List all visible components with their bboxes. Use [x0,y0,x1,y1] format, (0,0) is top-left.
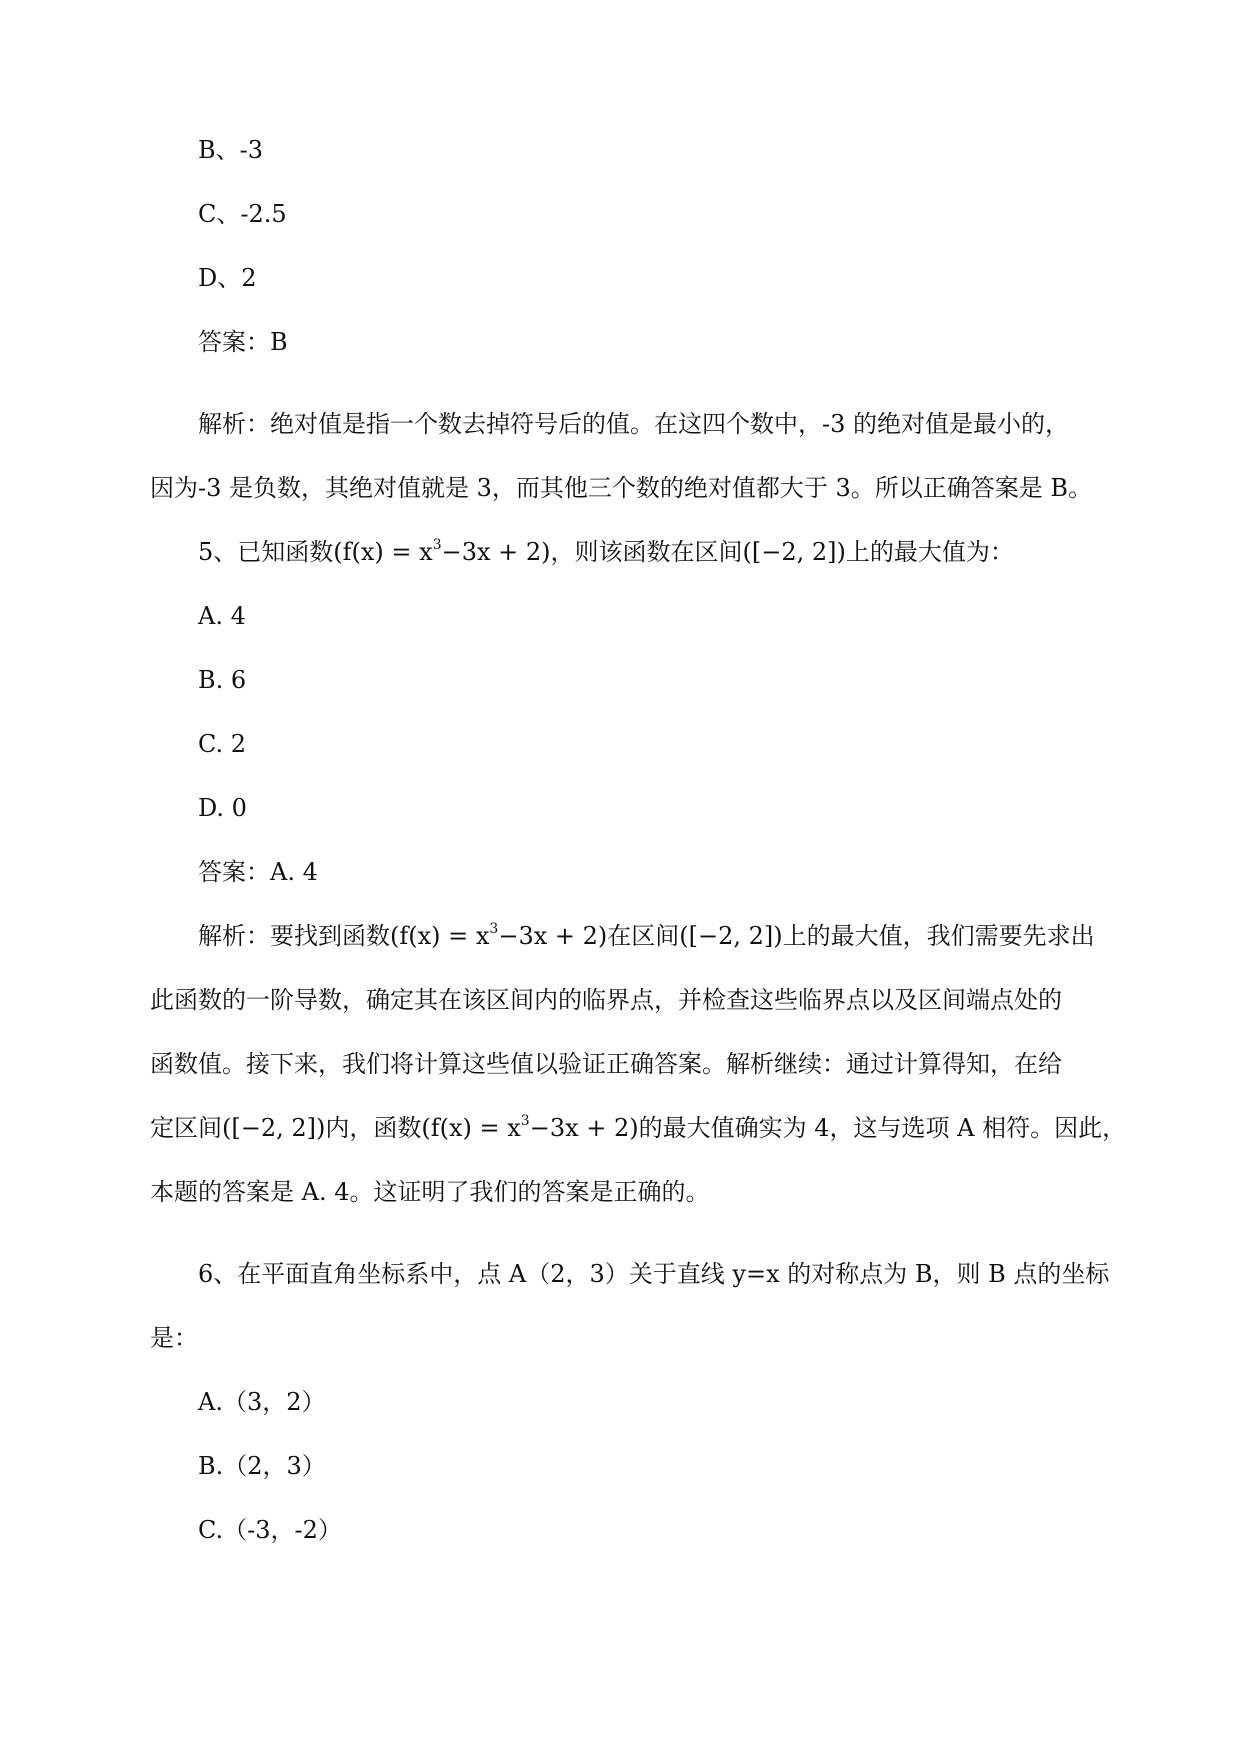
q6-stem-line-1: 6、在平面直角坐标系中，点 A（2，3）关于直线 y=x 的对称点为 B，则 B 点的坐标 [198,1260,1110,1288]
q5-analysis-l4-mid: 内，函数 [325,1114,422,1142]
q5-analysis-l4-func-exponent: 3 [520,1113,530,1129]
q5-analysis-func-exponent: 3 [489,921,499,937]
q6-option-a: A.（3，2） [198,1388,326,1416]
q5-stem-mid: ，则该函数在区间 [550,538,743,566]
q5-analysis-suffix: 上的最大值，我们需要先求出 [782,922,1095,950]
q5-func-part-a: (f(x) = x [333,538,433,566]
q4-analysis-line-1: 解析：绝对值是指一个数去掉符号后的值。在这四个数中，-3 的绝对值是最小的， [198,410,1070,438]
q5-option-d: D. 0 [198,794,247,822]
q5-analysis-line-3: 函数值。接下来，我们将计算这些值以验证正确答案。解析继续：通过计算得知，在给 [150,1050,1062,1078]
q5-stem-interval: ([−2, 2]) [742,538,846,566]
q5-analysis-l4-prefix: 定区间 [150,1114,222,1142]
q5-analysis-l4-suffix: 的最大值确实为 4，这与选项 A 相符。因此， [638,1114,1127,1142]
q5-analysis-line-5: 本题的答案是 A. 4。这证明了我们的答案是正确的。 [150,1178,710,1206]
q5-stem-prefix: 5、已知函数 [198,538,334,566]
q5-analysis-line-2: 此函数的一阶导数，确定其在该区间内的临界点，并检查这些临界点以及区间端点处的 [150,986,1062,1014]
q5-option-a: A. 4 [198,602,246,630]
q5-stem-function [333,538,550,566]
q4-option-c: C、-2.5 [198,200,287,228]
q5-analysis-func-part-a: (f(x) = x [390,922,490,950]
q5-option-b: B. 6 [198,666,247,694]
q5-stem [198,536,1014,568]
q5-analysis-prefix: 解析：要找到函数 [198,922,390,950]
q5-option-c: C. 2 [198,730,247,758]
q4-option-b: B、-3 [198,136,264,164]
q4-analysis-line-2: 因为-3 是负数，其绝对值就是 3，而其他三个数的绝对值都大于 3。所以正确答案是 B。 [150,474,1093,502]
q5-stem-suffix: 上的最大值为： [845,538,1014,566]
q5-analysis-function [390,922,607,950]
q6-option-b: B.（2，3） [198,1452,326,1480]
q5-analysis-l4-function [421,1114,638,1142]
q6-option-c: C.（-3，-2） [198,1516,342,1544]
q4-answer: 答案：B [198,328,288,356]
q5-analysis-l4-func-part-b: −3x + 2) [529,1114,639,1142]
q5-analysis-line-1 [198,920,1095,952]
q5-analysis-func-part-b: −3x + 2) [498,922,608,950]
q6-stem-line-2: 是： [150,1324,198,1352]
q5-answer: 答案：A. 4 [198,858,318,886]
q5-func-exponent: 3 [432,537,442,553]
q5-analysis-l4-func-part-a: (f(x) = x [421,1114,521,1142]
q5-func-part-b: −3x + 2) [441,538,551,566]
q5-analysis-line-4 [150,1112,1126,1144]
q5-analysis-l4-interval: ([−2, 2]) [222,1114,326,1142]
q4-option-d: D、2 [198,264,257,292]
q5-analysis-mid: 在区间 [607,922,680,950]
q5-analysis-interval: ([−2, 2]) [679,922,783,950]
